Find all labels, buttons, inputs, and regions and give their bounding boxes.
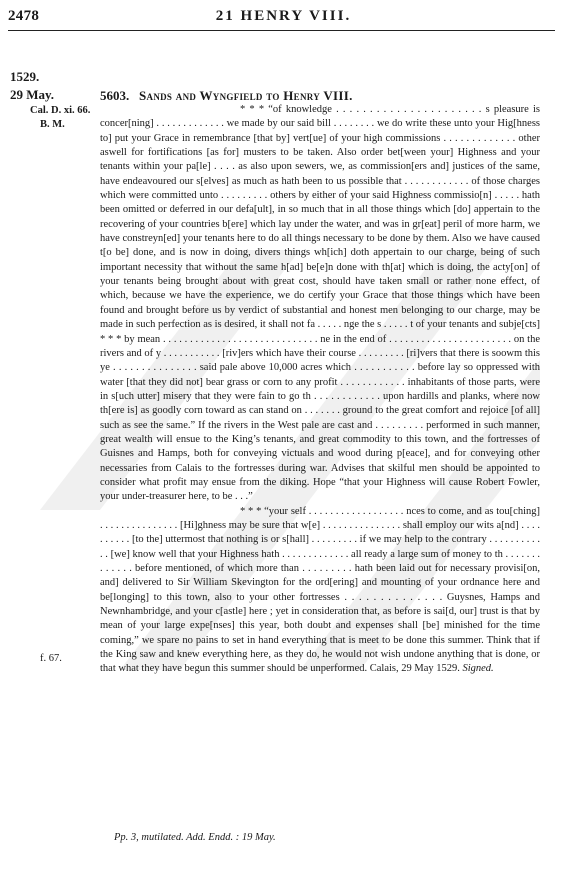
margin-library: B. M. [40,119,65,130]
page-number: 2478 [8,8,40,24]
running-head: 21 HENRY VIII. [215,8,352,24]
signed-note: Signed. [462,663,494,675]
document-notes: Pp. 3, mutilated. Add. Endd. : 19 May. [114,832,276,843]
entry-heading [100,88,353,104]
letter-paragraph-1: * * * “of knowledge . . . . . . . . . . . . . . . . . . . . . . s pleasure is concer[ning] . . . . . . . . . . . . . we made by our said bill . . . . . . . . we do write these unto your Hig[hness to] put your Grace in remembrance [that by] vert[ue] of your high commissions . . . . . . . . . . . . . other aswell for fortifications [as for] musters to be taken. Also order bet[ween your] Highness and your tenants within your pa[le] . . . . as also upon sewers, we, as commission[ers and] justices of the same, have endeavoured our s[elves] as much as hath been to us possible that . . . . . . . . . . . . of those charges which were committed unto . . . . . . . . . others by either of your said Highness commissio[n] . . . . . hath been omitted or deferred in our defa[ult], in so much that in all those things which [do] appertain to the recovering of your countries b[ere] which lay under the water, and was in gr[eat] peril of more harm, we have constreyn[ed] your tenants here to do all things necessary to be done by them. Also we have caused t[o be] done, and is now in doing, divers things wh[ich] doth appertain to our charge, being of such important necessity that without the same h[ad] be[e]n done with th[at] which is doing, the acty[on] of your tenants being brought about with great cost, should have taken small or rather none effect, of which, because we have the experience, we do certify your Grace that those things which have been found and brought before us by verdict of substantial and honest men belonging to our charge, may be made in such perfection as is desired, it shall not fa . . . . . nge the s . . . . . t of your tenants and subje[cts] * * * by mean . . . . . . . . . . . . . . . . . . . . . . . . . . . . . ne in the end of . . . . . . . . . . . . . . . . . . . . . . . on the rivers and of y . . . . . . . . . . . [riv]ers which have their course . . . . . . . . . [ri]vers that there is soowm this ye . . . . . . . . . . . . . . . said pale above 10,000 acres which . . . . . . . . . . . before lay so oppressed with water [that they did not] bear grass or corn to any profit . . . . . . . . . . . . inhabitants of those parts, were in s[uch utter] misery that they were fain to go th . . . . . . . . . . . . upon hardills and planks, where now th[ere is] as goodly corn toward as can stand on . . . . . . . ground to the great comfort and rejoice [of all] such as see the same.” If the rivers in the West pale are cast and . . . . . . . . . performed in such manner, great wealth will ensue to the King’s tenants, and great commodity to this town, and the fortresses of Guisnes and Hamps, both for conveying victuals and wood during p[eace], and for conveying other necessaries from Calais to the fortresses during war. Advises that skilful men should be appointed to consider what profit may ensue from the diking. Hope “that your Highness will cause Robert Fowler, your under-treasurer here, to be . . .” [100,104,540,503]
margin-date: 29 May. [10,87,55,102]
dateline: Calais, 29 May 1529. [369,663,460,675]
letter-paragraph-2-text: * * * “your self . . . . . . . . . . . . . . . . . . nces to come, and as tou[ching] . . . . . . . . . . . . . . . [Hi]ghness may be sure that w[e] . . . . . . . . . . . . . . . shall employ our wits a[nd] . . . . . . . . . . [to the] uttermost that nothing is or s[hall] . . . . . . . . . if we may help to the contrary . . . . . . . . . . . . [we] know well that your Highness hath . . . . . . . . . . . . . all ready a large sum of money to th . . . . . . . . . . . . . before mentioned, of which more than . . . . . . . . . hath been laid out for necessary provisi[on, and] delivered to Sir William Skevington for the ord[ering] and mounting of your ordnance here and be[longing] to this town, also to your other fortresses . . . . . . . . . . . . . . Guysnes, Hamps and Newnhambridge, and your c[astle] here ; yet in consideration that, as before is sai[d, our] trust is that by mean of your large expe[nses] this year, both doubt and expenses shall [be] minished for the time coming,” we spare no pains to set in hand everything that is meet to be done this summer. Think that if the King saw and knew everything here, as they do, he would not wish undone anything that is done, or that what they have begun this summer should be unperformed. [100,505,540,675]
margin-folio: f. 67. [40,653,62,664]
margin-year: 1529. [10,69,40,84]
letter-paragraph-2 [100,505,540,677]
entry-number: 5603. [100,88,130,103]
letter-body [100,103,540,677]
entry-title: Sands and Wyngfield to Henry VIII. [139,88,353,103]
header-rule [8,30,555,31]
margin-reference: Cal. D. xi. 66. [30,105,91,116]
